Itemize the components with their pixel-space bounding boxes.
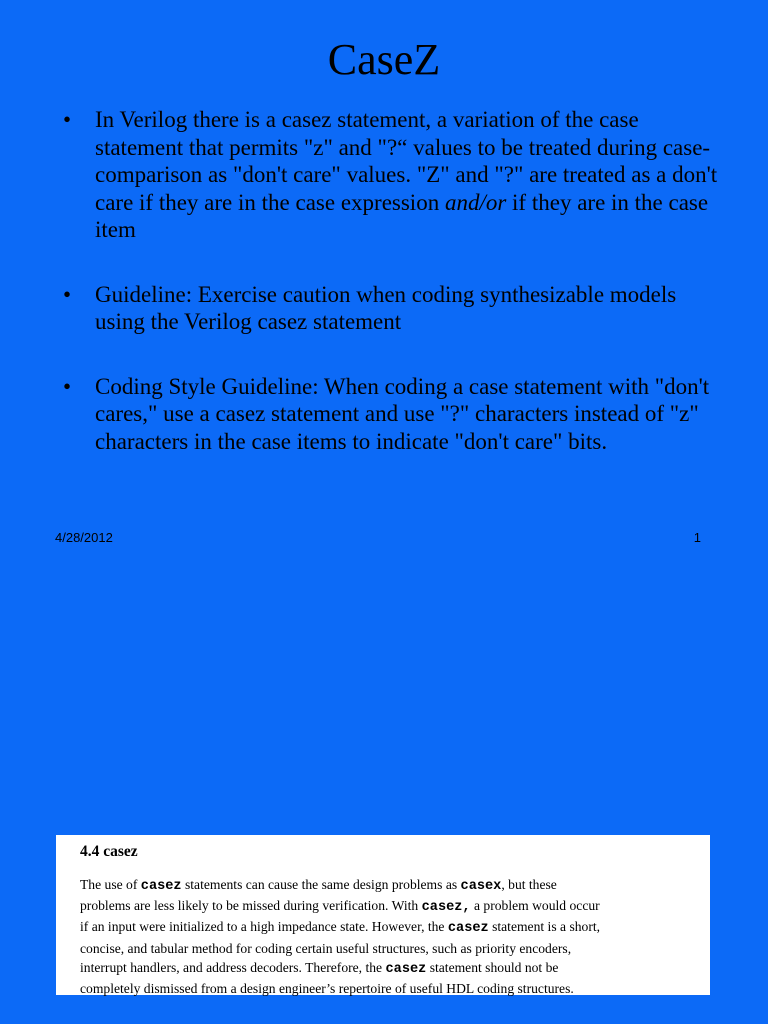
excerpt-line <box>80 958 686 979</box>
bullet-text: Coding Style Guideline: When coding a case statement with "don't cares," use a casez statement and use "?" characters instead of "z" characters in the case items to indicate "don't care" bits. <box>95 373 710 454</box>
excerpt-text: if an input were initialized to a high impedance state. However, the <box>80 919 448 935</box>
bullet-marker: • <box>63 281 72 307</box>
excerpt-text: , but these <box>501 877 557 892</box>
bullet-item <box>58 106 718 244</box>
excerpt-text: a problem would occur <box>470 898 600 914</box>
excerpt-text: problems are less likely to be missed during verification. With <box>80 898 422 914</box>
bullet-text: and/or <box>444 189 507 215</box>
excerpt-text: completely dismissed from a design engineer’s repertoire of useful HDL coding structures. <box>80 981 574 997</box>
excerpt-heading: 4.4 casez <box>80 843 138 860</box>
bullet-item <box>58 373 718 456</box>
code-keyword: casex <box>460 879 502 894</box>
slide-title: CaseZ <box>327 35 441 84</box>
excerpt-line <box>80 917 686 938</box>
bullet-text: Guideline: Exercise caution when coding synthesizable models using the Verilog casez statement <box>95 281 677 334</box>
excerpt-line <box>80 979 686 998</box>
excerpt-text: concise, and tabular method for coding certain useful structures, such as priority encoders, <box>80 940 572 956</box>
code-keyword: casez <box>447 921 489 937</box>
slide-date: 4/28/2012 <box>55 530 113 545</box>
excerpt-text: The use of <box>80 877 141 892</box>
excerpt-text: statement is a short, <box>488 919 601 935</box>
bullet-text: In Verilog there is a casez statement, a variation of the case statement that permits "z" and "?“ values to be treated during case-comparison as "don't care" values. "Z" and "?" are treated as a don't care if they are in the case expression <box>95 107 718 215</box>
code-keyword: casez <box>385 961 427 977</box>
code-keyword: casez, <box>421 900 471 916</box>
excerpt-line <box>80 939 686 958</box>
bullet-item <box>58 281 718 336</box>
bullet-text: if they are in the case item <box>95 189 709 242</box>
excerpt-body <box>80 875 686 998</box>
excerpt-text: interrupt handlers, and address decoders. Therefore, the <box>80 959 386 975</box>
document-excerpt <box>56 835 710 995</box>
bullet-marker: • <box>63 107 72 132</box>
excerpt-line <box>80 875 686 896</box>
bullet-marker: • <box>63 373 72 399</box>
bullet-list <box>58 106 718 492</box>
excerpt-line <box>80 896 686 917</box>
excerpt-text: statement should not be <box>426 959 559 975</box>
code-keyword: casez <box>140 879 182 894</box>
slide-page-number: 1 <box>693 530 701 545</box>
excerpt-text: statements can cause the same design problems as <box>181 877 461 892</box>
